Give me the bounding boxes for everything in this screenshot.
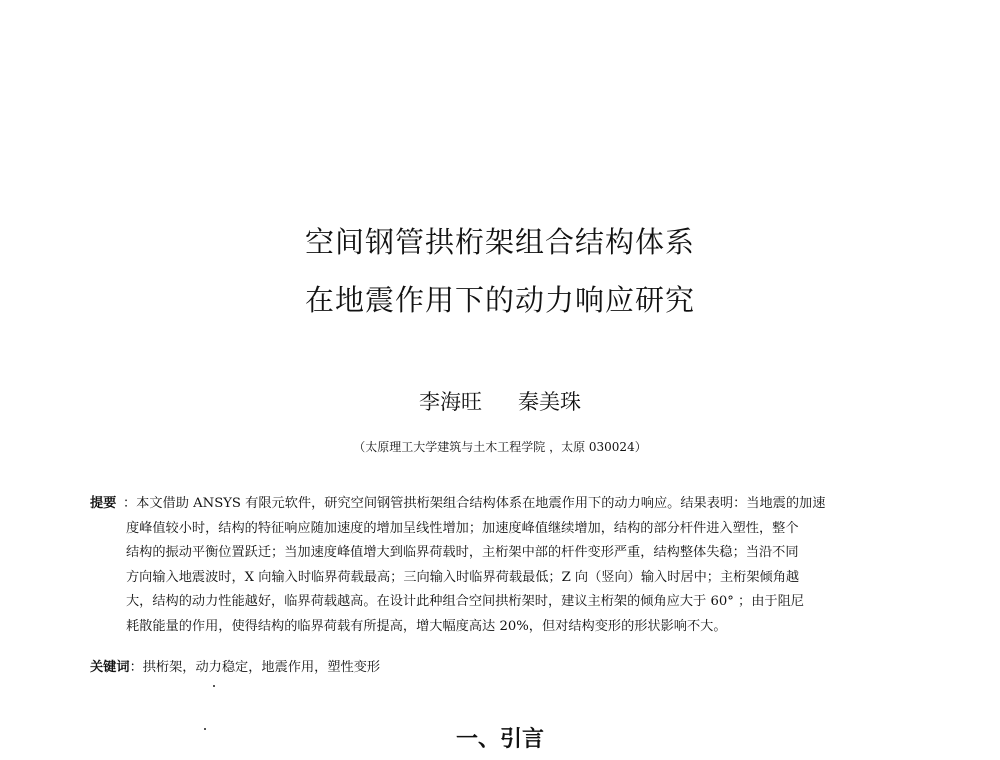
paper-title-line-2: 在地震作用下的动力响应研究	[304, 283, 695, 317]
paper-title-line-1: 空间钢管拱桁架组合结构体系	[304, 225, 695, 259]
author-name: 李海旺	[419, 390, 482, 414]
author-name: 秦美珠	[518, 390, 581, 414]
keywords-text: ：拱桁架，动力稳定，地震作用，塑性变形	[129, 660, 381, 675]
abstract-line: 结构的振动平衡位置跃迁；当加速度峰值增大到临界荷载时，主桁架中部的杆件变形严重，结构整体失稳；当沿不同	[126, 545, 799, 560]
section-heading: 一、引言	[455, 727, 544, 752]
abstract-line: 方向输入地震波时，X 向输入时临界荷载最高；三向输入时临界荷载最低；Z 向（竖向）输入时居中；主桁架倾角越	[126, 569, 800, 585]
abstract-label: 提要	[90, 496, 117, 511]
author-list	[0, 386, 1000, 416]
abstract-line: 大，结构的动力性能越好，临界荷载越高。在设计此种组合空间拱桁架时，建议主桁架的倾角应大于 60° ；由于阻尼	[126, 594, 804, 609]
author-affiliation: （太原理工大学建筑与土木工程学院 ，太原 030024）	[353, 440, 647, 454]
abstract-line: 耗散能量的作用，使得结构的临界荷载有所提高，增大幅度高达 20%，但对结构变形的形状影响不大。	[126, 618, 727, 634]
keywords-label: 关键词	[90, 660, 130, 675]
keywords-line	[90, 656, 380, 675]
abstract-block	[90, 492, 905, 639]
abstract-line: ：本文借助 ANSYS 有限元软件，研究空间钢管拱桁架组合结构体系在地震作用下的动力响应。结果表明：当地震的加速	[123, 496, 826, 511]
abstract-line: 度峰值较小时，结构的特征响应随加速度的增加呈线性增加；加速度峰值继续增加，结构的部分杆件进入塑性，整个	[126, 520, 799, 536]
scan-speck	[213, 685, 215, 687]
